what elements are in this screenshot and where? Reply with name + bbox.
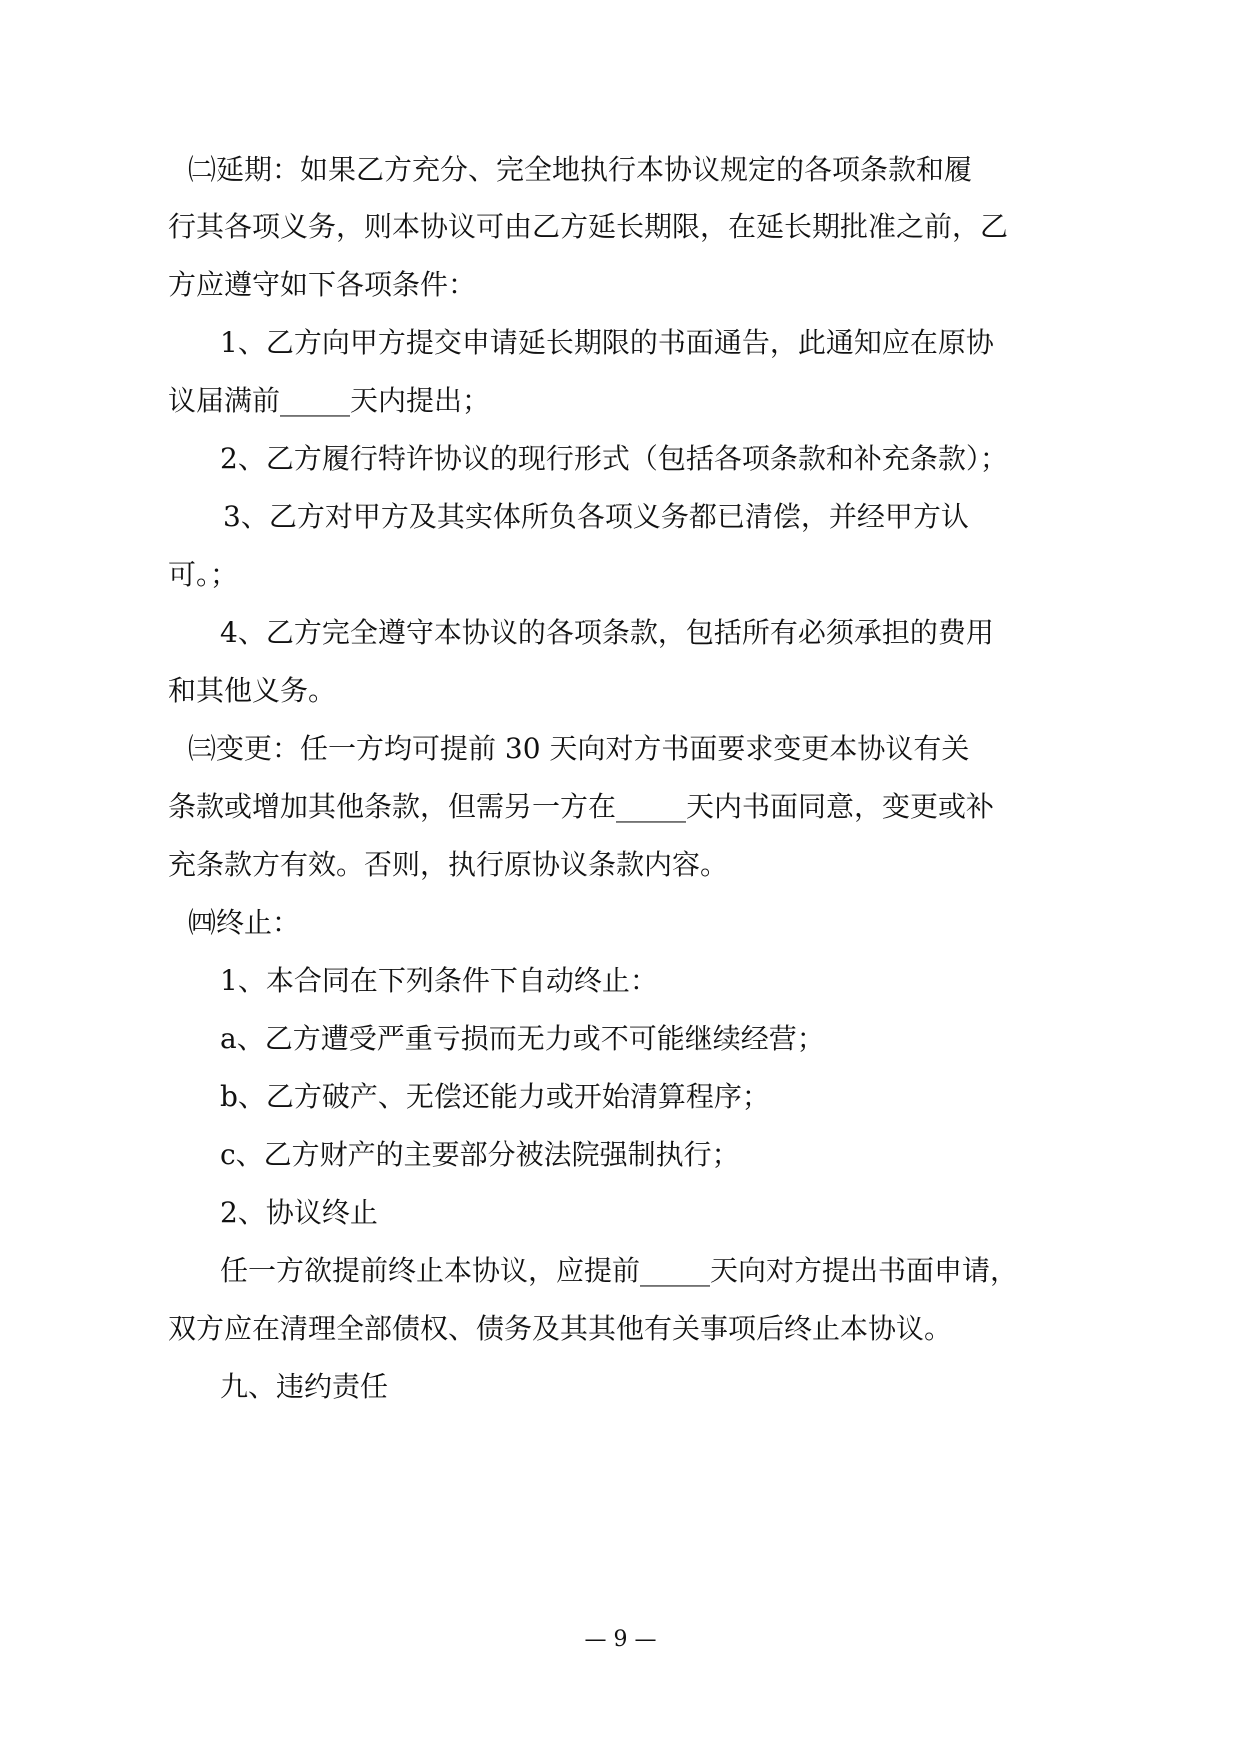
item-3-line-2: 可。； — [168, 558, 239, 591]
paragraph-change-line-3: 充条款方有效。否则，执行原协议条款内容。 — [168, 848, 729, 881]
paragraph-termination-heading: ㈣终止： — [188, 906, 301, 939]
item-2-line-1: 2、乙方履行特许协议的现行形式（包括各项条款和补充条款）； — [220, 442, 1008, 475]
paragraph-change-line-2: 条款或增加其他条款，但需另一方在_____天内书面同意，变更或补 — [168, 790, 995, 823]
item-1-line-1: 1、乙方向甲方提交申请延长期限的书面通告，此通知应在原协 — [220, 326, 994, 359]
page-number: — 9 — — [584, 1627, 657, 1652]
termination-item-b: b、乙方破产、无偿还能力或开始清算程序； — [220, 1080, 770, 1113]
paragraph-extension-line-3: 方应遵守如下各项条件： — [168, 268, 477, 301]
item-1-line-2: 议届满前_____天内提出； — [168, 384, 491, 417]
termination-item-1: 1、本合同在下列条件下自动终止： — [220, 964, 658, 997]
item-3-line-1: 3、乙方对甲方及其实体所负各项义务都已清偿，并经甲方认 — [223, 500, 969, 533]
section-heading-breach-liability: 九、违约责任 — [220, 1370, 389, 1403]
early-termination-line-1: 任一方欲提前终止本协议，应提前_____天向对方提出书面申请， — [220, 1254, 1019, 1287]
item-4-line-1: 4、乙方完全遵守本协议的各项条款，包括所有必须承担的费用 — [220, 616, 994, 649]
termination-item-c: c、乙方财产的主要部分被法院强制执行； — [220, 1138, 740, 1171]
paragraph-extension-line-2: 行其各项义务，则本协议可由乙方延长期限，在延长期批准之前，乙 — [168, 210, 1009, 243]
paragraph-change-line-1: ㈢变更：任一方均可提前 30 天向对方书面要求变更本协议有关 — [188, 732, 970, 765]
item-4-line-2: 和其他义务。 — [168, 674, 337, 707]
termination-item-2: 2、协议终止 — [220, 1196, 378, 1229]
paragraph-extension-line-1: ㈡延期：如果乙方充分、完全地执行本协议规定的各项条款和履 — [188, 153, 973, 186]
termination-item-a: a、乙方遭受严重亏损而无力或不可能继续经营； — [220, 1022, 825, 1055]
early-termination-line-2: 双方应在清理全部债权、债务及其其他有关事项后终止本协议。 — [168, 1312, 953, 1345]
